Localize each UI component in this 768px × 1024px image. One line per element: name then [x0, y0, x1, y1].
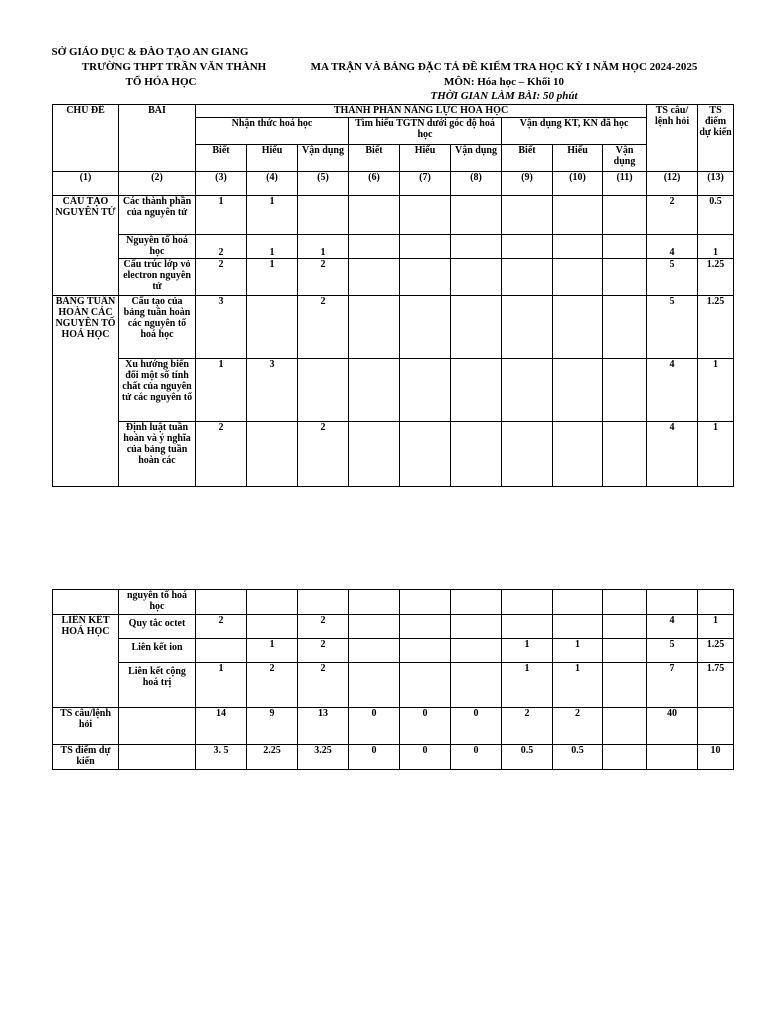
sum-cell [603, 708, 647, 745]
sum-cell [698, 708, 734, 745]
subject-line: MÔN: Hóa học – Khối 10 [443, 76, 565, 88]
count-cell [400, 296, 451, 359]
lesson-cell: nguyên tố hoá học [119, 590, 196, 615]
sum-cell: 0 [400, 745, 451, 770]
column-number: (9) [502, 172, 553, 196]
count-cell: 1 [196, 196, 247, 235]
count-cell [603, 259, 647, 296]
count-cell: 2 [196, 615, 247, 639]
count-cell [400, 422, 451, 487]
count-cell [400, 259, 451, 296]
sum-cell [647, 745, 698, 770]
column-number: (4) [247, 172, 298, 196]
count-cell: 2 [247, 663, 298, 708]
count-cell [502, 235, 553, 259]
header-ts-diem: TS điểm dự kiến [698, 105, 734, 172]
column-number: (12) [647, 172, 698, 196]
time-line: THỜI GIAN LÀM BÀI: 50 phút [430, 90, 578, 102]
count-cell: 2 [298, 296, 349, 359]
total-points-cell: 0.5 [698, 196, 734, 235]
sum-cell: 0 [451, 745, 502, 770]
count-cell [298, 590, 349, 615]
header-group-3: Vận dụng KT, KN đã học [502, 118, 647, 145]
count-cell: 3 [247, 359, 298, 422]
count-cell: 1 [247, 259, 298, 296]
column-number: (1) [53, 172, 119, 196]
total-points-cell: 1.25 [698, 259, 734, 296]
count-cell: 2 [298, 663, 349, 708]
count-cell: 1 [502, 663, 553, 708]
level-label: Hiểu [400, 145, 451, 172]
count-cell [349, 196, 400, 235]
count-cell [603, 663, 647, 708]
count-cell [400, 590, 451, 615]
sum-cell: 2 [502, 708, 553, 745]
count-cell [349, 663, 400, 708]
total-questions-label: TS câu/lệnh hỏi [53, 708, 119, 745]
lesson-cell: Các thành phần của nguyên tử [119, 196, 196, 235]
count-cell: 3 [196, 296, 247, 359]
count-cell [553, 259, 603, 296]
count-cell [502, 590, 553, 615]
sum-cell: 0 [349, 745, 400, 770]
sum-cell [603, 745, 647, 770]
level-label: Vận dụng [603, 145, 647, 172]
count-cell [553, 235, 603, 259]
total-points-cell: 1.25 [698, 296, 734, 359]
header-group-1: Nhận thức hoá học [196, 118, 349, 145]
count-cell [603, 235, 647, 259]
header-chu-de: CHỦ ĐỀ [53, 105, 119, 172]
count-cell: 1 [247, 639, 298, 663]
topic-cell: LIÊN KẾT HOÁ HỌC [53, 615, 119, 708]
count-cell: 2 [196, 259, 247, 296]
count-cell [647, 590, 698, 615]
count-cell: 1 [247, 196, 298, 235]
count-cell [502, 259, 553, 296]
count-cell [349, 235, 400, 259]
count-cell [451, 590, 502, 615]
lesson-cell [119, 708, 196, 745]
sum-cell: 0.5 [553, 745, 603, 770]
total-points-cell: 1.75 [698, 663, 734, 708]
column-number: (3) [196, 172, 247, 196]
header-group-2: Tìm hiểu TGTN dưới góc độ hoá học [349, 118, 502, 145]
count-cell [451, 422, 502, 487]
lesson-cell: Xu hướng biến đổi một số tính chất của nguyên tử các nguyên tố [119, 359, 196, 422]
count-cell [349, 590, 400, 615]
total-questions-cell: 5 [647, 639, 698, 663]
count-cell [553, 422, 603, 487]
count-cell [349, 422, 400, 487]
count-cell: 1 [196, 359, 247, 422]
count-cell [451, 663, 502, 708]
level-label: Biết [502, 145, 553, 172]
count-cell: 1 [553, 639, 603, 663]
group-name: TỔ HÓA HỌC [125, 76, 197, 88]
level-label: Vận dụng [298, 145, 349, 172]
total-points-cell: 1 [698, 422, 734, 487]
total-questions-cell: 4 [647, 359, 698, 422]
count-cell [247, 615, 298, 639]
count-cell: 2 [196, 422, 247, 487]
count-cell: 2 [298, 615, 349, 639]
count-cell [400, 639, 451, 663]
count-cell [298, 359, 349, 422]
total-points-cell: 1 [698, 235, 734, 259]
sum-cell: 2 [553, 708, 603, 745]
lesson-cell: Cấu trúc lớp vỏ electron nguyên tử [119, 259, 196, 296]
total-points-cell: 1 [698, 359, 734, 422]
count-cell [196, 639, 247, 663]
sum-cell: 13 [298, 708, 349, 745]
count-cell [349, 259, 400, 296]
count-cell [502, 359, 553, 422]
count-cell [451, 259, 502, 296]
count-cell [349, 639, 400, 663]
level-label: Vận dụng [451, 145, 502, 172]
topic-cell [53, 590, 119, 615]
count-cell: 1 [196, 663, 247, 708]
count-cell: 1 [298, 235, 349, 259]
total-points-label: TS điểm dự kiến [53, 745, 119, 770]
document-title: MA TRẬN VÀ BẢNG ĐẶC TẢ ĐỀ KIỂM TRA HỌC KỲ I NĂM HỌC 2024-2025 [310, 61, 698, 73]
count-cell [603, 296, 647, 359]
level-label: Biết [349, 145, 400, 172]
count-cell: 2 [298, 259, 349, 296]
column-number: (10) [553, 172, 603, 196]
count-cell: 1 [247, 235, 298, 259]
count-cell [451, 615, 502, 639]
count-cell [247, 590, 298, 615]
count-cell [698, 590, 734, 615]
count-cell [298, 196, 349, 235]
total-points-cell: 1 [698, 615, 734, 639]
count-cell [196, 590, 247, 615]
count-cell [247, 422, 298, 487]
count-cell [349, 359, 400, 422]
count-cell [502, 196, 553, 235]
count-cell [603, 615, 647, 639]
count-cell [603, 590, 647, 615]
column-number: (13) [698, 172, 734, 196]
sum-cell: 9 [247, 708, 298, 745]
lesson-cell: Quy tắc octet [119, 615, 196, 639]
count-cell [400, 615, 451, 639]
total-questions-cell: 4 [647, 235, 698, 259]
count-cell [451, 235, 502, 259]
lesson-cell: Định luật tuần hoàn và ý nghĩa của bảng tuần hoàn các [119, 422, 196, 487]
total-questions-cell: 5 [647, 259, 698, 296]
count-cell: 2 [298, 639, 349, 663]
sum-cell: 0 [451, 708, 502, 745]
total-questions-cell: 5 [647, 296, 698, 359]
count-cell [553, 590, 603, 615]
column-number: (2) [119, 172, 196, 196]
header-competence: THÀNH PHẦN NĂNG LỰC HOÁ HỌC [196, 105, 647, 118]
sum-cell: 2.25 [247, 745, 298, 770]
column-number: (5) [298, 172, 349, 196]
count-cell [400, 359, 451, 422]
count-cell [603, 422, 647, 487]
header-ts-cau: TS câu/ lệnh hỏi [647, 105, 698, 172]
count-cell [603, 359, 647, 422]
total-questions-cell: 4 [647, 615, 698, 639]
count-cell: 1 [502, 639, 553, 663]
lesson-cell [119, 745, 196, 770]
count-cell [603, 639, 647, 663]
count-cell: 2 [196, 235, 247, 259]
count-cell [502, 422, 553, 487]
topic-cell: CẤU TẠO NGUYÊN TỬ [53, 196, 119, 296]
grand-total-questions: 40 [647, 708, 698, 745]
count-cell: 2 [298, 422, 349, 487]
level-label: Hiểu [247, 145, 298, 172]
school-name: TRƯỜNG THPT TRẦN VĂN THÀNH [81, 61, 267, 73]
sum-cell: 3.25 [298, 745, 349, 770]
level-label: Hiểu [553, 145, 603, 172]
sum-cell: 0 [400, 708, 451, 745]
count-cell [553, 615, 603, 639]
count-cell [553, 359, 603, 422]
count-cell [349, 296, 400, 359]
count-cell [502, 615, 553, 639]
count-cell [400, 235, 451, 259]
count-cell [451, 196, 502, 235]
grand-total-points: 10 [698, 745, 734, 770]
matrix-table-continued [52, 589, 734, 770]
total-questions-cell: 4 [647, 422, 698, 487]
sum-cell: 3. 5 [196, 745, 247, 770]
count-cell [400, 196, 451, 235]
header-bai: BÀI [119, 105, 196, 172]
sum-cell: 0.5 [502, 745, 553, 770]
matrix-table [52, 104, 734, 487]
column-number: (11) [603, 172, 647, 196]
sum-cell: 0 [349, 708, 400, 745]
total-questions-cell: 7 [647, 663, 698, 708]
lesson-cell: Nguyên tố hoá học [119, 235, 196, 259]
topic-cell: BẢNG TUẦN HOÀN CÁC NGUYÊN TỐ HOÁ HỌC [53, 296, 119, 487]
column-number: (7) [400, 172, 451, 196]
department-name: SỞ GIÁO DỤC & ĐÀO TẠO AN GIANG [51, 46, 249, 58]
count-cell [400, 663, 451, 708]
count-cell [247, 296, 298, 359]
count-cell [451, 359, 502, 422]
count-cell [502, 296, 553, 359]
lesson-cell: Cấu tạo của bảng tuần hoàn các nguyên tố hoá học [119, 296, 196, 359]
count-cell [553, 196, 603, 235]
count-cell [451, 296, 502, 359]
count-cell [603, 196, 647, 235]
count-cell [451, 639, 502, 663]
sum-cell: 14 [196, 708, 247, 745]
count-cell [349, 615, 400, 639]
level-label: Biết [196, 145, 247, 172]
total-points-cell: 1.25 [698, 639, 734, 663]
count-cell: 1 [553, 663, 603, 708]
column-number: (8) [451, 172, 502, 196]
total-questions-cell: 2 [647, 196, 698, 235]
lesson-cell: Liên kết cộng hoá trị [119, 663, 196, 708]
column-number: (6) [349, 172, 400, 196]
count-cell [553, 296, 603, 359]
lesson-cell: Liên kết ion [119, 639, 196, 663]
